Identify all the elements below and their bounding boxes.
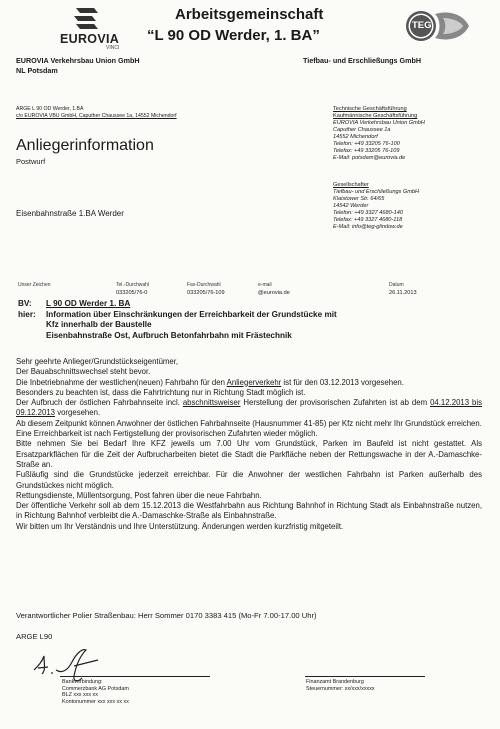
bank-details <box>62 679 129 705</box>
sender-line: c/o EUROVIA VBU GmbH, Caputher Chaussee 1a, 14552 Michendorf <box>16 113 177 119</box>
bank-line: Commerzbank AG Potsdam <box>62 685 129 692</box>
text-run-underlined: Anliegerverkehr <box>226 377 282 387</box>
block-line: Telefon: +49 33205 76-100 <box>333 141 400 147</box>
block-line: 14542 Werder <box>333 203 369 209</box>
block-line: Telefax: +49 33205 76-109 <box>333 148 400 154</box>
document-subheading: Postwurf <box>16 157 46 166</box>
block-line: Tiefbau- und Erschließungs GmbH <box>333 189 420 195</box>
tax-details <box>306 679 375 692</box>
ref-label: Fax-Durchwahl <box>187 282 221 288</box>
title-line-1: Arbeitsgemeinschaft <box>175 6 324 23</box>
block-title: Technische Geschäftsführung <box>333 106 407 112</box>
footer-divider <box>305 676 425 677</box>
shareholders-block <box>333 182 419 231</box>
teg-logo-text: TEG <box>412 20 432 31</box>
eurovia-logo-text: EUROVIA <box>60 32 120 46</box>
ref-label: Datum <box>389 282 404 288</box>
body-paragraph <box>16 398 482 419</box>
text-run: ist für den 03.12.2013 vorgesehen. <box>281 377 404 387</box>
body-paragraph: Fußläufig sind die Grundstücke jederzeit erreichbar. Für die Anwohner der westlichen Fahrbahn ist Parken außerhalb des Grundstückes nicht möglich. <box>16 470 482 490</box>
company-left-line-2: NL Potsdam <box>16 66 58 75</box>
ref-value: @eurovia.de <box>258 290 290 296</box>
text-run: Herstellung der provisorischen Zufahrten ist ab dem <box>240 398 431 408</box>
bank-line: Kontonummer xxx xxx xx xx <box>62 698 129 705</box>
vinci-logo-text: VINCI <box>106 45 120 51</box>
hier-label: hier: <box>18 309 36 319</box>
block-line: Caputher Chaussee 1a <box>333 127 391 133</box>
document-heading: Anliegerinformation <box>16 137 154 154</box>
bank-line: BLZ xxx xxx xx <box>62 692 98 699</box>
technical-management-block <box>333 106 425 162</box>
subject-block <box>18 299 337 341</box>
signatory: ARGE L90 <box>16 632 53 641</box>
body-paragraph: Wir bitten um Ihr Verständnis und Ihre Unterstützung. Änderungen werden kurzfristig mitgeteilt. <box>16 521 344 531</box>
block-title: Gesellschafter <box>333 182 369 188</box>
tax-line: Finanzamt Brandenburg <box>306 679 364 685</box>
salutation: Sehr geehrte Anlieger/Grundstückseigentümer, <box>16 357 179 366</box>
block-line: Telefon: +49 3327 4680-140 <box>333 210 403 216</box>
subject-line: Eisenbahnstraße Ost, Aufbruch Betonfahrbahn mit Frästechnik <box>46 330 292 340</box>
subject-line: Information über Einschränkungen der Erreichbarkeit der Grundstücke mit <box>46 309 337 319</box>
body-paragraph: Der Bauabschnittswechsel steht bevor. <box>16 367 151 377</box>
eurovia-logo <box>60 6 140 50</box>
sender-line: ARGE L 90 OD Werder, 1.BA <box>16 106 84 112</box>
company-right: Tiefbau- und Erschließungs GmbH <box>303 56 422 65</box>
text-run-underlined: abschnittsweiser <box>182 398 241 408</box>
responsible-foreman: Verantwortlicher Polier Straßenbau: Herr Sommer 0170 3383 415 (Mo-Fr 7.00-17.00 Uhr) <box>16 611 317 620</box>
company-left-line-1: EUROVIA Verkehrsbau Union GmbH <box>16 56 140 65</box>
body-paragraph: Ab diesem Zeitpunkt können Anwohner der östlichen Fahrbahnseite (Hausnummer 41-85) per Kfz nicht mehr Ihr Grundstück erreichen. <box>16 418 482 428</box>
body-paragraph: Der öffentliche Verkehr soll ab dem 15.12.2013 die Westfahrbahn aus Richtung Bahnhof in Richtung Stadt als Einbahnstraße nutzen, in Richtung Bahnhof verbleibt die A.-Damaschke-Straße als Einbahnstraße. <box>16 501 482 521</box>
text-run: Die Inbetriebnahme der westlichen(neuen) Fahrbahn für den <box>16 377 227 387</box>
ref-label: e-mail <box>258 282 272 288</box>
body-paragraph <box>16 378 482 388</box>
subject-line: Kfz innerhalb der Baustelle <box>46 320 152 329</box>
body-paragraph: Bitte nehmen Sie bei Bedarf Ihre KFZ jeweils um 7.00 Uhr vom Grundstück, Parken im Baufeld ist nicht gestattet. Als Ersatzparkflächen für die Zeit der Aufbrucharbeiten bietet die Stadt die Parkfläche neben der Rettungswache in der A.-Damaschke-Straße an. <box>16 439 482 469</box>
footer-divider <box>60 676 210 677</box>
ref-label: Unser Zeichen <box>18 282 51 288</box>
bv-value: L 90 OD Werder 1. BA <box>46 299 131 308</box>
eurovia-mark-icon <box>72 6 100 32</box>
teg-logo <box>405 8 473 44</box>
body-paragraph: Rettungsdienste, Müllentsorgung, Post fahren über die neue Fahrbahn. <box>16 490 262 500</box>
text-run: Der Aufbruch der östlichen Fahrbahnseite incl. <box>16 398 183 408</box>
bank-line: Bankverbindung: <box>62 679 103 685</box>
block-line: EUROVIA Verkehrsbau Union GmbH <box>333 120 425 126</box>
sender-address <box>16 106 177 120</box>
block-line: Klaistower Str. 64/65 <box>333 196 385 202</box>
title-line-2: “L 90 OD Werder, 1. BA” <box>147 27 320 44</box>
body-paragraph: Besonders zu beachten ist, dass die Fahrtrichtung nur in Richtung Stadt möglich ist. <box>16 387 306 397</box>
text-run-underlined: 04.12.2013 bis 09.12.2013 <box>16 398 483 418</box>
block-line: Telefax: +49 3327 4680-118 <box>333 217 403 223</box>
text-run: vorgesehen. <box>55 408 101 418</box>
tax-line: Steuernummer: xx/xxx/xxxxx <box>306 685 375 692</box>
body-paragraph: Eine Erreichbarkeit ist nach Fertigstellung der provisorischen Zufahrten wieder möglich. <box>16 429 318 439</box>
ref-label: Tel.-Durchwahl <box>116 282 150 288</box>
block-line: 14552 Michendorf <box>333 134 378 140</box>
bv-label: BV: <box>18 299 32 308</box>
block-title: Kaufmännische Geschäftsführung <box>333 113 418 119</box>
block-line: E-Mail: info@teg-glindow.de <box>333 224 403 230</box>
ref-value: 033205/76-109 <box>187 290 225 296</box>
ref-value: 033205/76-0 <box>116 290 148 296</box>
recipient: Eisenbahnstraße 1.BA Werder <box>16 209 124 218</box>
ref-value: 26.11.2013 <box>389 290 417 296</box>
letter-body <box>16 357 482 532</box>
block-line: E-Mail: potsdam@eurovia.de <box>333 155 406 161</box>
